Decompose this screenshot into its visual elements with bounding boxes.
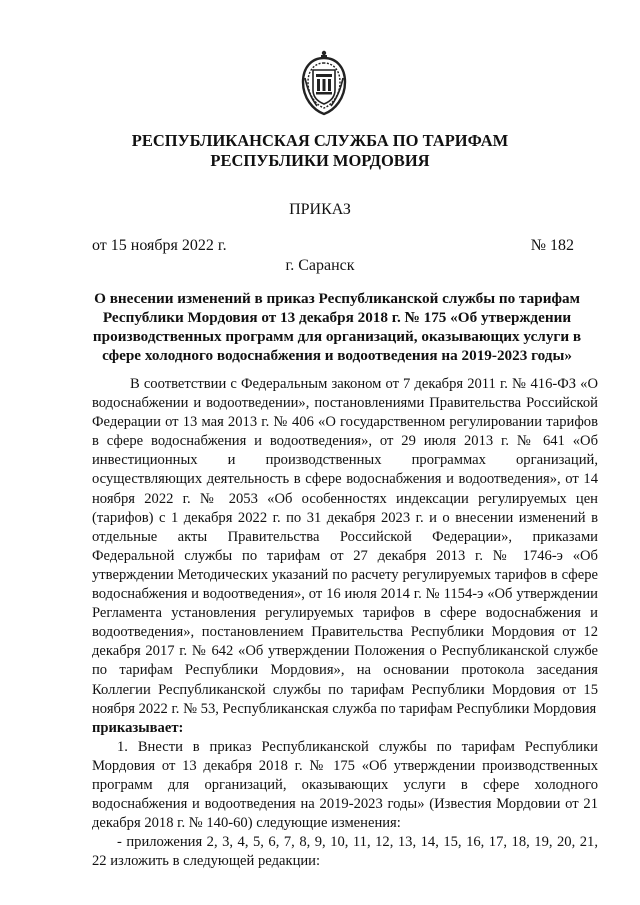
agency-name [0,131,640,171]
agency-name-line1: РЕСПУБЛИКАНСКАЯ СЛУЖБА ПО ТАРИФАМ [131,131,509,150]
title-line: Республики Мордовия от 13 декабря 2018 г. № 175 «Об утверждении [102,309,572,326]
preamble-paragraph: В соответствии с Федеральным законом от 7 декабря 2011 г. № 416-ФЗ «О водоснабжении и водоотведении», постановлениями Правительства Российской Федерации от 13 мая 2013 г. № 406 «О государственном регулировании тарифов в сфере водоснабжения и водоотведения», от 29 июля 2013 г. № 641 «Об инвестиционных и производственных программах организаций, осуществляющих деятельность в сфере водоснабжения и водоотведения», от 14 ноября 2022 г. № 2053 «Об особенностях индексации регулируемых цен (тарифов) с 1 декабря 2022 г. по 31 декабря 2023 г. и о внесении изменений в отдельные акты Правительства Российской Федерации», приказами Федеральной службы по тарифам от 27 декабря 2013 г. № 1746-э «Об утверждении Методических указаний по расчету регулируемых тарифов в сфере водоснабжения и водоотведения», от 16 июля 2014 г. № 1154-э «Об утверждении Регламента установления регулируемых тарифов в сфере водоснабжения и водоотведения», постановлением Правительства Республики Мордовия от 12 декабря 2017 г. № 642 «Об утверждении Положения о Республиканской службе по тарифам Республики Мордовия», на основании протокола заседания Коллегии Республиканской службы по тарифам Республики Мордовия от 15 ноября 2022 г. № 53, Республиканская служба по тарифам Республики Мордовия [92,376,598,717]
orders-label: приказывает: [92,719,184,736]
document-number: № 182 [530,237,574,254]
document-body [92,375,598,871]
order-item-1-sub: - приложения 2, 3, 4, 5, 6, 7, 8, 9, 10, 11, 12, 13, 14, 15, 16, 17, 18, 19, 20, 21, 22 изложить в следующей редакции: [92,834,598,870]
title-line: производственных программ для организаций, оказывающих услуги в [92,328,582,345]
title-line: сфере холодного водоснабжения и водоотведения на 2019-2023 годы» [102,347,572,364]
agency-name-line2: РЕСПУБЛИКИ МОРДОВИЯ [210,151,430,170]
order-item-1: 1. Внести в приказ Республиканской службы по тарифам Республики Мордовия от 13 декабря 2018 г. № 175 «Об утверждении производственных программ для организаций, оказывающих услуги в сфере холодного водоснабжения и водоотведения на 2019-2023 годы» (Известия Мордовии от 21 декабря 2018 г. № 140-60) следующие изменения: [92,738,598,832]
document-type: ПРИКАЗ [289,201,351,218]
document-title [92,289,582,365]
document-city: г. Саранск [285,257,355,274]
document-date: от 15 ноября 2022 г. [92,237,227,254]
title-line: О внесении изменений в приказ Республиканской службы по тарифам [94,290,580,307]
coat-of-arms-icon [299,48,349,116]
